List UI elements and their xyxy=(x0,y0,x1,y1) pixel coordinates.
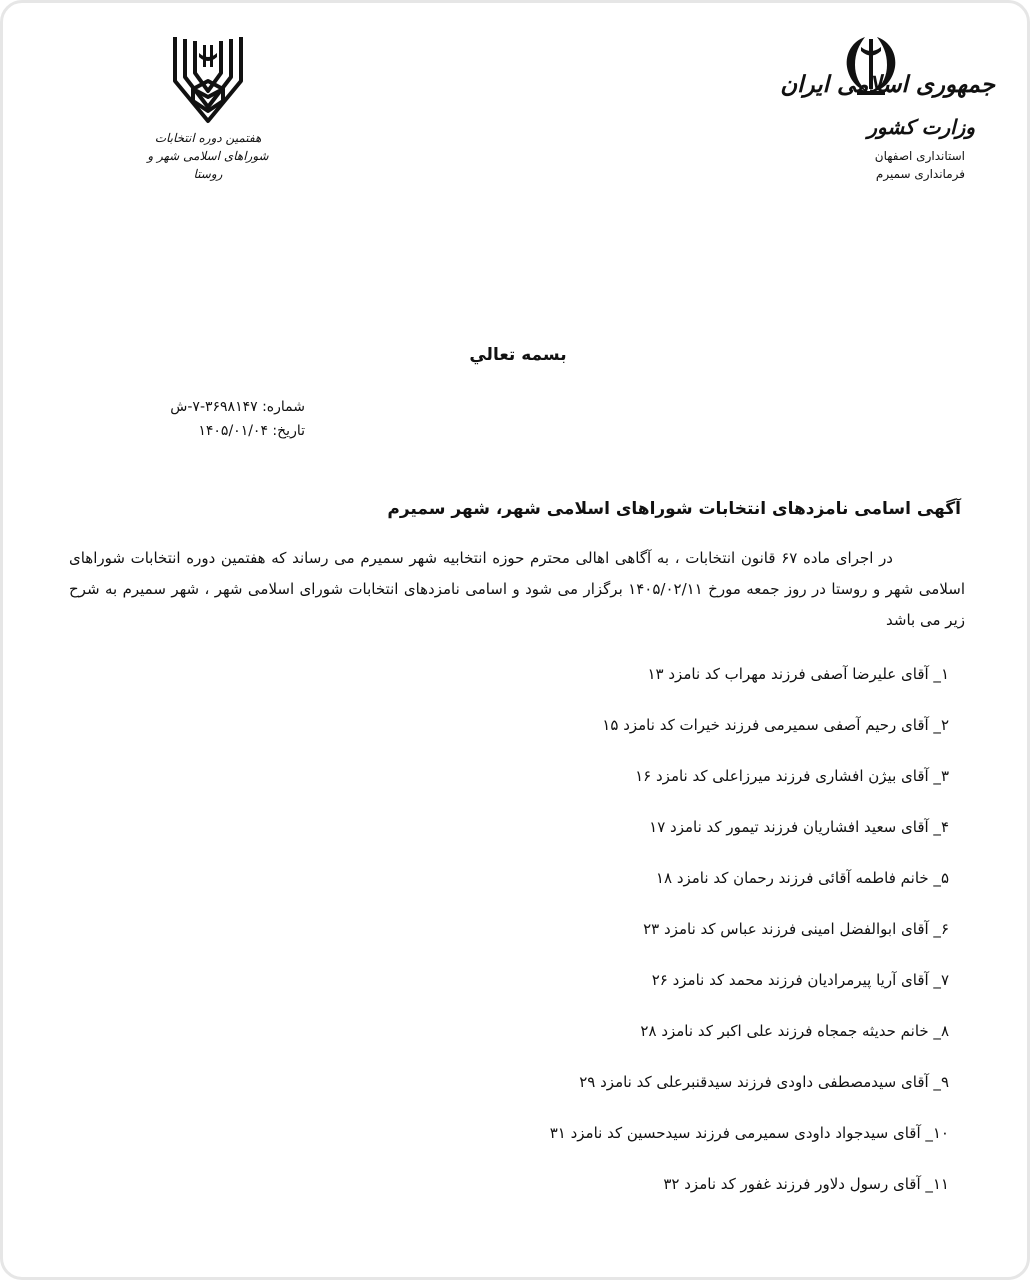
province-office: استانداری اصفهان xyxy=(874,149,965,163)
ministry-title: وزارت کشور xyxy=(867,115,975,139)
candidate-item: ۱۰_ آقای سیدجواد داودی سمیرمی فرزند سیدحسین کد نامزد ۳۱ xyxy=(549,1124,949,1142)
notice-title: آگهی اسامی نامزدهای انتخابات شوراهای اسلامی شهر، شهر سمیرم xyxy=(387,499,961,519)
country-title: جمهوری اسلامی ایران xyxy=(780,71,995,98)
candidate-item: ۶_ آقای ابوالفضل امینی فرزند عباس کد نامزد ۲۳ xyxy=(643,920,949,938)
candidate-item: ۳_ آقای بیژن افشاری فرزند میرزاعلی کد نامزد ۱۶ xyxy=(635,767,949,785)
letter-number: شماره: ۳۶۹۸۱۴۷-۷-ش xyxy=(170,399,305,415)
county-office: فرمانداری سمیرم xyxy=(875,167,965,181)
candidate-list xyxy=(550,659,949,1220)
candidate-item: ۱۱_ آقای رسول دلاور فرزند غفور کد نامزد ۳۲ xyxy=(663,1175,949,1193)
election-logo xyxy=(138,31,278,181)
candidate-item: ۷_ آقای آریا پیرمرادیان فرزند محمد کد نامزد ۲۶ xyxy=(651,971,949,989)
candidate-item: ۹_ آقای سیدمصطفی داودی فرزند سیدقنبرعلی کد نامزد ۲۹ xyxy=(579,1073,949,1091)
bismillah-heading: بسمه تعالي xyxy=(469,345,567,365)
notice-paragraph: در اجرای ماده ۶۷ قانون انتخابات ، به آگاهی اهالی محترم حوزه انتخابیه شهر سمیرم می رساند که هفتمین دوره انتخابات شوراهای اسلامی شهر و روستا در روز جمعه مورخ ۱۴۰۵/۰۲/۱۱ برگزار می شود و اسامی نامزدهای انتخابات شورای اسلامی شهر ، شهر سمیرم به شرح زیر می باشد xyxy=(69,549,966,629)
election-logo-text xyxy=(138,129,278,183)
letter-date: تاریخ: ۱۴۰۵/۰۱/۰۴ xyxy=(198,423,305,439)
candidate-item: ۸_ خانم حدیثه جمجاه فرزند علی اکبر کد نامزد ۲۸ xyxy=(640,1022,949,1040)
election-logo-line2: شوراهای اسلامی شهر و روستا xyxy=(147,149,269,181)
candidate-item: ۴_ آقای سعید افشاریان فرزند تیمور کد نامزد ۱۷ xyxy=(649,818,949,836)
election-logo-line1: هفتمین دوره انتخابات xyxy=(154,131,262,145)
candidate-item: ۲_ آقای رحیم آصفی سمیرمی فرزند خیرات کد نامزد ۱۵ xyxy=(602,716,949,734)
election-logo-icon xyxy=(169,31,247,127)
candidate-item: ۱_ آقای علیرضا آصفی فرزند مهراب کد نامزد ۱۳ xyxy=(647,665,949,683)
candidate-item: ۵_ خانم فاطمه آقائی فرزند رحمان کد نامزد ۱۸ xyxy=(655,869,949,887)
